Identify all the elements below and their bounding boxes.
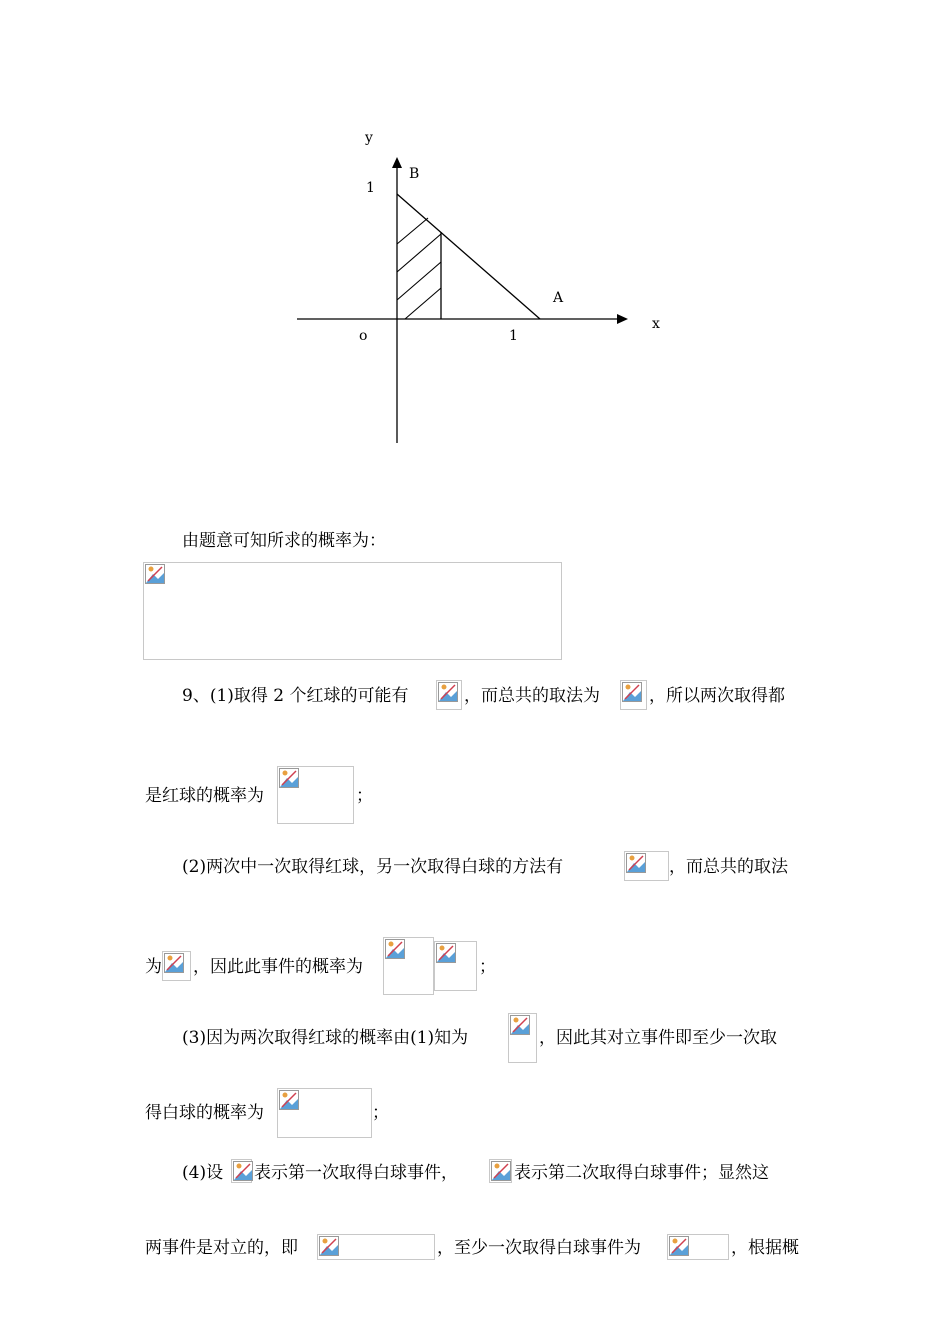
formula-image-placeholder [231, 1159, 252, 1183]
origin-label: o [359, 328, 368, 344]
broken-image-icon [279, 1090, 299, 1110]
p2-line2-c: ； [479, 957, 496, 977]
p9-line1-b: ，而总共的取法为 [464, 686, 600, 706]
broken-image-icon [385, 939, 405, 959]
formula-image-placeholder [624, 851, 669, 881]
p4-line1-a: (4)设 [182, 1163, 224, 1183]
y-axis-label: y [365, 130, 373, 146]
p4-line2-c: ，根据概 [731, 1238, 799, 1258]
formula-image-placeholder [383, 937, 434, 995]
formula-image-placeholder [162, 951, 191, 981]
p3-line1-a: (3)因为两次取得红球的概率由(1)知为 [182, 1028, 469, 1048]
p2-line1-b: ，而总共的取法 [669, 857, 788, 877]
broken-image-icon [319, 1236, 339, 1256]
broken-image-icon [510, 1015, 530, 1035]
formula-image-placeholder [277, 766, 354, 824]
formula-image-placeholder [508, 1013, 537, 1063]
formula-image-placeholder [434, 941, 477, 991]
broken-image-icon [622, 682, 642, 702]
point-a-label: A [553, 290, 564, 306]
broken-image-icon [626, 853, 646, 873]
p4-line1-c: 表示第二次取得白球事件；显然这 [514, 1163, 769, 1183]
broken-image-icon [279, 768, 299, 788]
p4-line2-b: ，至少一次取得白球事件为 [437, 1238, 641, 1258]
p2-line1-a: (2)两次中一次取得红球，另一次取得白球的方法有 [182, 857, 564, 877]
formula-image-placeholder [317, 1234, 435, 1260]
coordinate-figure [0, 0, 950, 470]
formula-image-placeholder [667, 1234, 729, 1260]
intro-text: 由题意可知所求的概率为： [182, 531, 386, 551]
broken-image-icon [233, 1161, 253, 1181]
p2-line2-b: ，因此此事件的概率为 [193, 957, 363, 977]
p3-line2-a: 得白球的概率为 [145, 1103, 264, 1123]
hatching [397, 218, 441, 319]
p2-line2-a: 为 [145, 957, 162, 977]
p9-line2-b: ； [356, 786, 373, 806]
p9-line2-a: 是红球的概率为 [145, 786, 264, 806]
broken-image-icon [438, 682, 458, 702]
formula-image-placeholder [277, 1088, 372, 1138]
broken-image-icon [145, 564, 165, 584]
broken-image-icon [164, 953, 184, 973]
formula-image-placeholder [489, 1159, 512, 1183]
p4-line2-a: 两事件是对立的，即 [145, 1238, 298, 1258]
point-b-label: B [409, 166, 420, 182]
formula-image-placeholder [620, 680, 647, 710]
broken-image-icon [436, 943, 456, 963]
segment-ba [397, 194, 540, 319]
x-one-label: 1 [509, 328, 518, 344]
p3-line2-b: ； [372, 1103, 389, 1123]
y-one-label: 1 [366, 180, 375, 196]
p9-line1-a: 9、(1)取得 2 个红球的可能有 [182, 686, 409, 706]
p3-line1-b: ，因此其对立事件即至少一次取 [539, 1028, 777, 1048]
broken-image-icon [669, 1236, 689, 1256]
p9-line1-c: ，所以两次取得都 [649, 686, 785, 706]
broken-image-icon [491, 1161, 511, 1181]
formula-image-placeholder [436, 680, 462, 710]
formula-image-placeholder [143, 562, 562, 660]
y-axis-arrow [392, 157, 402, 168]
x-axis-label: x [652, 316, 660, 332]
p4-line1-b: 表示第一次取得白球事件， [254, 1163, 458, 1183]
x-axis-arrow [617, 314, 628, 324]
